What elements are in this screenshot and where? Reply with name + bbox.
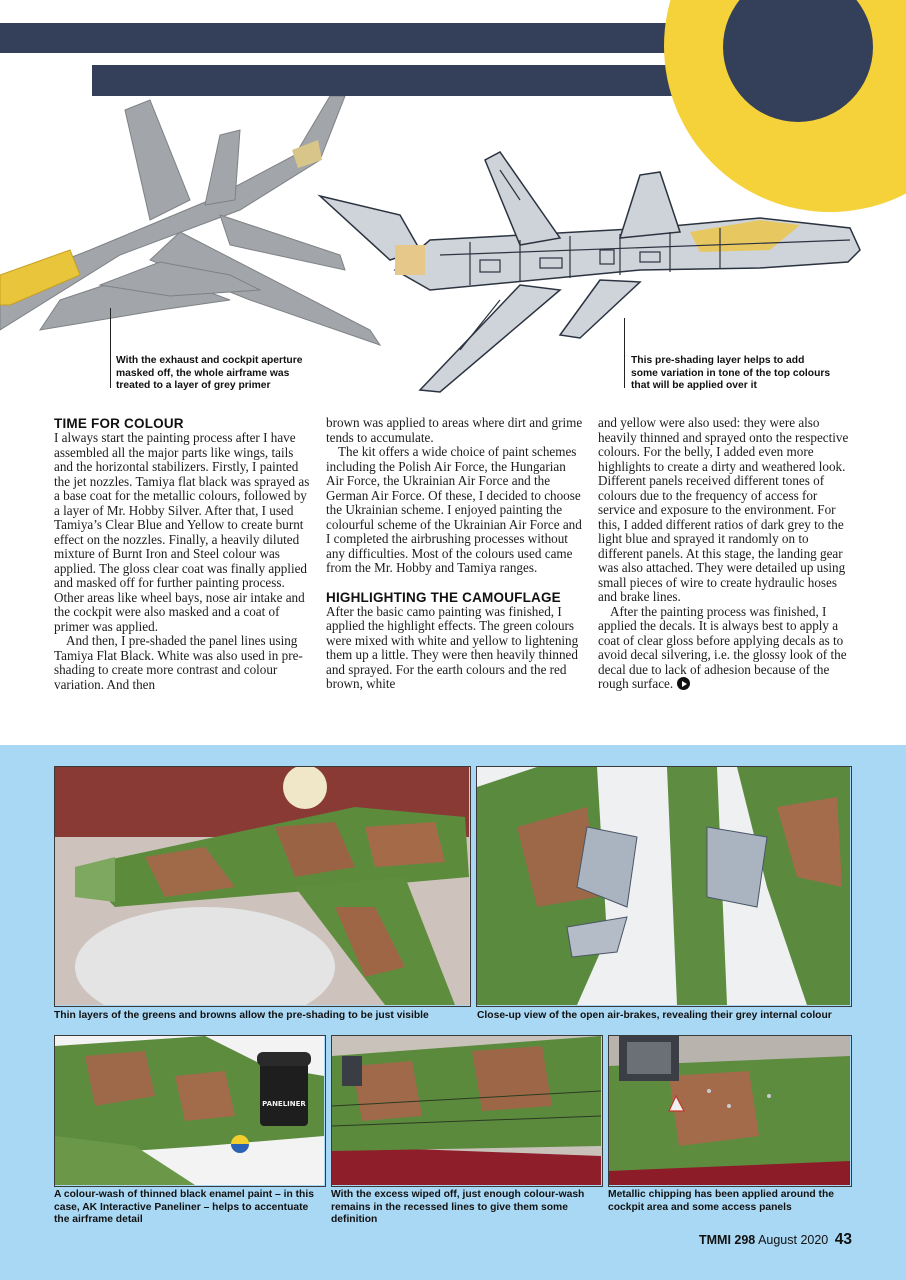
paragraph: And then, I pre-shaded the panel lines using Tamiya Flat Black. White was also used in pre-shading to create more contrast and colour variation. And then	[54, 633, 303, 692]
article-column-3	[598, 416, 854, 692]
caption-photo-4: With the excess wiped off, just enough colour-wash remains in the recessed lines to give them some definition	[331, 1189, 585, 1225]
article-column-1	[54, 416, 310, 692]
caption-photo-5: Metallic chipping has been applied around the cockpit area and some access panels	[608, 1189, 834, 1213]
photo-camo-layers	[54, 766, 471, 1007]
page-footer	[699, 1231, 852, 1249]
caption-photo-1: Thin layers of the greens and browns allow the pre-shading to be just visible	[54, 1010, 429, 1021]
header-stripe-bottom	[92, 65, 692, 96]
caption-pointer-right	[624, 318, 625, 388]
paragraph: The kit offers a wide choice of paint schemes including the Polish Air Force, the Hungarian Air Force, the Ukrainian Air Force and the German Air Force. Of these, I decided to choose the Ukrainian scheme. I enjoyed painting the colourful scheme of the Ukrainian Air Force and I completed the airbrushing processes without any difficulties. Most of the colours used came from the Mr. Hobby and Tamiya ranges.	[326, 444, 582, 575]
caption-photo-3: A colour-wash of thinned black enamel paint – in this case, AK Interactive Paneliner – helps to accentuate the airframe detail	[54, 1189, 314, 1225]
paragraph: brown was applied to areas where dirt and grime tends to accumulate.	[326, 415, 583, 445]
paneliner-label: PANELINER	[262, 1100, 306, 1108]
magazine-issue: TMMI 298	[699, 1233, 756, 1247]
issue-date: August 2020	[758, 1233, 829, 1247]
caption-preshading: This pre-shading layer helps to add some variation in tone of the top colours that will be applied over it	[631, 355, 831, 391]
header-stripe-top	[0, 23, 690, 53]
paragraph: After the basic camo painting was finished, I applied the highlight effects. The green colours were mixed with white and yellow to lightening them up a little. They were then heavily thinned and sprayed. For the earth colours and the red brown, white	[326, 603, 579, 691]
caption-grey-primer: With the exhaust and cockpit aperture masked off, the whole airframe was treated to a layer of grey primer	[116, 355, 303, 391]
paragraph	[598, 605, 854, 692]
paragraph-text: After the painting process was finished, I applied the decals. It is always best to apply a coat of clear gloss before applying decals as to avoid decal silvering, i.e. the glossy look of the decal due to lack of adhesion because of the rough surface.	[598, 603, 847, 691]
photo-metallic-chipping	[608, 1035, 852, 1187]
page-number: 43	[834, 1231, 852, 1248]
photo-air-brakes	[476, 766, 852, 1007]
heading-time-for-colour: TIME FOR COLOUR	[54, 416, 184, 431]
caption-pointer-left	[110, 308, 111, 388]
article-column-2	[326, 416, 584, 692]
heading-highlighting-the-camouflage: HIGHLIGHTING THE CAMOUFLAGE	[326, 589, 561, 605]
continue-arrow-icon	[677, 677, 690, 690]
paragraph: and yellow were also used: they were also heavily thinned and sprayed onto the respective colours. For the belly, I added even more highlights to create a dirty and weathered look. Different panels received different tones of colours due to the frequency of access for service and exposure to the environment. For this, I added different ratios of dark grey to the light blue and sprayed it randomly on to different panels. At this stage, the landing gear was also attached. They were detailed up using small pieces of wire to create hydraulic hoses and brake lines.	[598, 415, 849, 604]
paragraph: I always start the painting process after I have assembled all the major parts like wings, tails and the horizontal stabilizers. Firstly, I painted the jet nozzles. Tamiya flat black was sprayed as a base coat for the metallic colours, followed by a layer of Mr. Hobby Silver. After that, I used Tamiya’s Clear Blue and Yellow to create burnt effect on the nozzles. Finally, a heavily diluted mixture of Burnt Iron and Steel colour was applied. The gloss clear coat was finally applied and masked off for further painting process. Other areas like wheel bays, nose air intake and the cockpit were also masked and a coat of primer was applied.	[54, 430, 310, 634]
grey-primed-jet	[0, 96, 380, 345]
photo-colour-wash	[54, 1035, 326, 1187]
caption-photo-2: Close-up view of the open air-brakes, revealing their grey internal colour	[477, 1010, 832, 1021]
photo-wiped-wash	[331, 1035, 603, 1187]
